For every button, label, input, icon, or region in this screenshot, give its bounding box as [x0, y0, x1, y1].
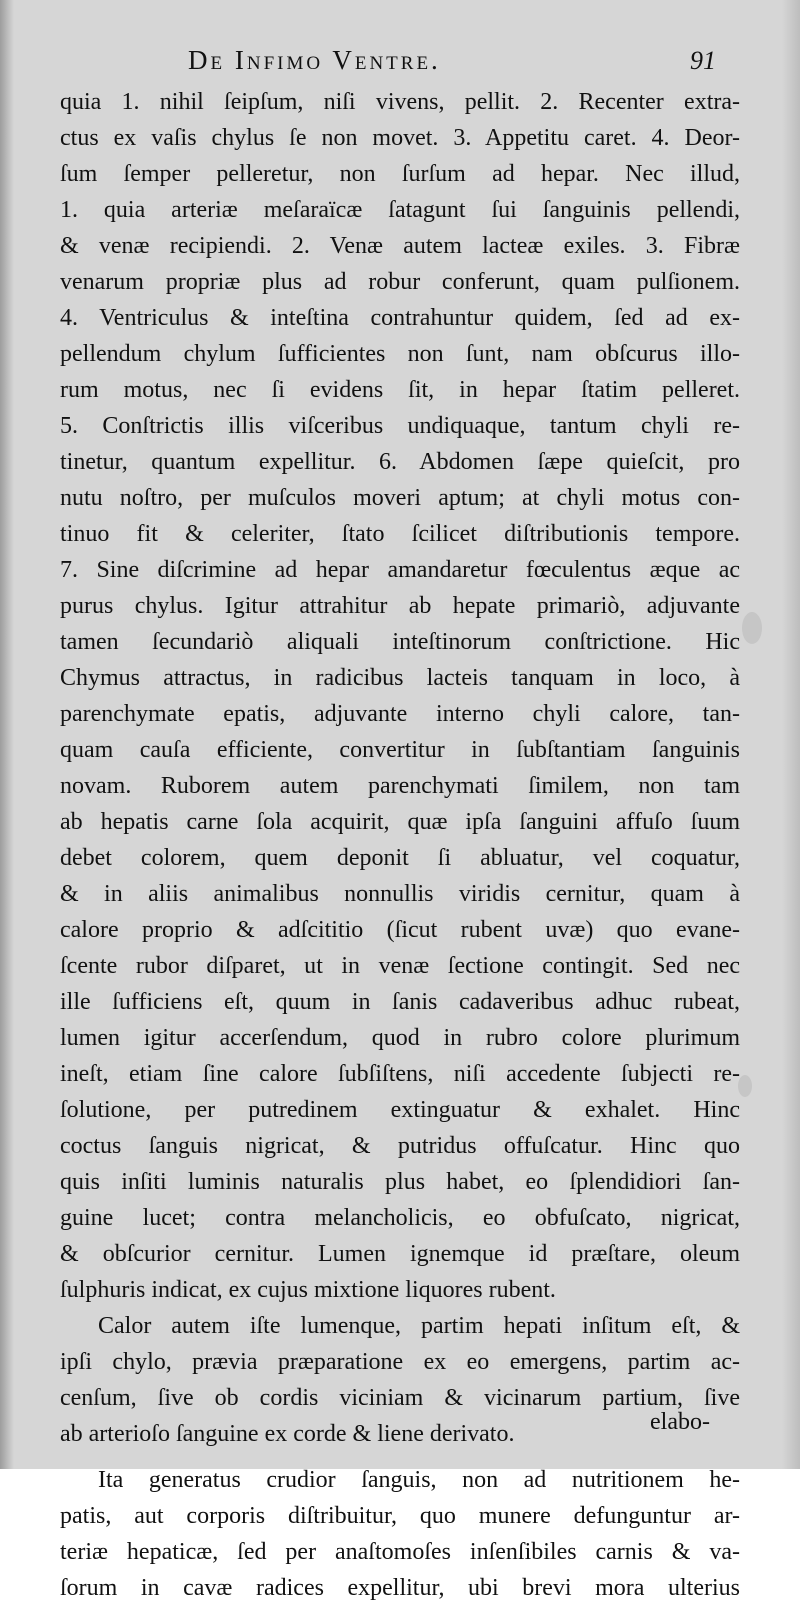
text-line: ſum ſemper pelleretur, non ſurſum ad hepar. Nec illud,: [60, 161, 740, 187]
text-line: cenſum, ſive ob cordis viciniam & vicinarum partium, ſive: [60, 1385, 740, 1411]
text-line: ipſi chylo, prævia præparatione ex eo emergens, partim ac-: [60, 1349, 740, 1375]
text-line: calore proprio & adſcititio (ſicut rubent uvæ) quo evane-: [60, 917, 740, 943]
text-line: purus chylus. Igitur attrahitur ab hepate primariò, adjuvante: [60, 593, 740, 619]
text-line: tinetur, quantum expellitur. 6. Abdomen ſæpe quieſcit, pro: [60, 449, 740, 475]
text-line: tamen ſecundariò aliquali inteſtinorum conſtrictione. Hic: [60, 629, 740, 655]
text-line: 7. Sine diſcrimine ad hepar amandaretur fœculentus æque ac: [60, 557, 740, 583]
text-line: 1. quia arteriæ meſaraïcæ ſatagunt ſui ſanguinis pellendi,: [60, 197, 740, 223]
text-line: Calor autem iſte lumenque, partim hepati inſitum eſt, &: [98, 1313, 740, 1339]
text-line: parenchymate epatis, adjuvante interno chyli calore, tan-: [60, 701, 740, 727]
text-line: novam. Ruborem autem parenchymati ſimilem, non tam: [60, 773, 740, 799]
text-line: ctus ex vaſis chylus ſe non movet. 3. Appetitu caret. 4. Deor-: [60, 125, 740, 151]
text-line: Ita generatus crudior ſanguis, non ad nutritionem he-: [98, 1467, 740, 1493]
paper-stain: [742, 612, 762, 644]
text-line: rum motus, nec ſi evidens ſit, in hepar ſtatim pelleret.: [60, 377, 740, 403]
text-line: nutu noſtro, per muſculos moveri aptum; at chyli motus con-: [60, 485, 740, 511]
text-line: venarum propriæ plus ad robur conferunt, quam pulſionem.: [60, 269, 740, 295]
text-line: & in aliis animalibus nonnullis viridis cernitur, quam à: [60, 881, 740, 907]
text-line: 4. Ventriculus & inteſtina contrahuntur quidem, ſed ad ex-: [60, 305, 740, 331]
paper-stain: [738, 1075, 752, 1097]
text-line: quia 1. nihil ſeipſum, niſi vivens, pellit. 2. Recenter extra-: [60, 89, 740, 115]
text-line: tinuo fit & celeriter, ſtato ſcilicet diſtributionis tempore.: [60, 521, 740, 547]
running-head: De Infimo Ventre.: [188, 45, 441, 75]
text-line: ab hepatis carne ſola acquirit, quæ ipſa ſanguini affuſo ſuum: [60, 809, 740, 835]
text-line: Chymus attractus, in radicibus lacteis tanquam in loco, à: [60, 665, 740, 691]
text-line: ſcente rubor diſparet, ut in venæ ſectione contingit. Sed nec: [60, 953, 740, 979]
text-line: & venæ recipiendi. 2. Venæ autem lacteæ exiles. 3. Fibræ: [60, 233, 740, 259]
text-line: pellendum chylum ſufficientes non ſunt, nam obſcurus illo-: [60, 341, 740, 367]
body-text: [60, 84, 740, 1606]
text-line: & obſcurior cernitur. Lumen ignemque id præſtare, oleum: [60, 1241, 740, 1267]
text-line: coctus ſanguis nigricat, & putridus offuſcatur. Hinc quo: [60, 1133, 740, 1159]
text-line: ab arterioſo ſanguine ex corde & liene derivato.: [60, 1421, 515, 1447]
text-line: 5. Conſtrictis illis viſceribus undiquaque, tantum chyli re-: [60, 413, 740, 439]
text-line: lumen igitur accerſendum, quod in rubro colore plurimum: [60, 1025, 740, 1051]
catchword: elabo-: [650, 1409, 710, 1435]
page-number: 91: [690, 46, 716, 75]
text-line: ineſt, etiam ſine calore ſubſiſtens, niſi accedente ſubjecti re-: [60, 1061, 740, 1087]
text-line: patis, aut corporis diſtribuitur, quo munere defunguntur ar-: [60, 1503, 740, 1529]
text-line: quis inſiti luminis naturalis plus habet, eo ſplendidiori ſan-: [60, 1169, 740, 1195]
text-line: quam cauſa efficiente, convertitur in ſubſtantiam ſanguinis: [60, 737, 740, 763]
text-line: ille ſufficiens eſt, quum in ſanis cadaveribus adhuc rubeat,: [60, 989, 740, 1015]
gutter-shadow: [0, 0, 14, 1469]
text-line: teriæ hepaticæ, ſed per anaſtomoſes inſenſibiles carnis & va-: [60, 1539, 740, 1565]
text-line: ſulphuris indicat, ex cujus mixtione liquores rubent.: [60, 1277, 556, 1303]
page-edge-shadow: [782, 0, 800, 1469]
text-line: guine lucet; contra melancholicis, eo obfuſcato, nigricat,: [60, 1205, 740, 1231]
text-line: ſorum in cavæ radices expellitur, ubi brevi mora ulterius: [60, 1575, 740, 1601]
text-line: debet colorem, quem deponit ſi abluatur, vel coquatur,: [60, 845, 740, 871]
text-line: ſolutione, per putredinem extinguatur & exhalet. Hinc: [60, 1097, 740, 1123]
